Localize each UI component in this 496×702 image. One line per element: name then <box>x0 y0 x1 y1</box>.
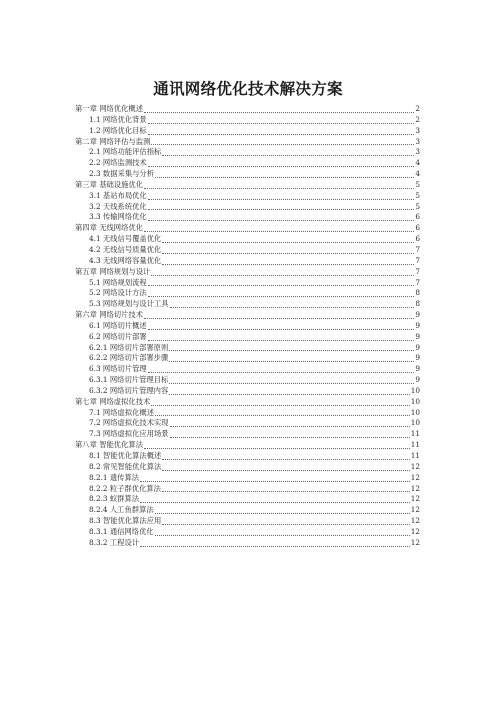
toc-entry[interactable] <box>75 538 420 549</box>
toc-entry-page-number: 8 <box>415 288 420 298</box>
toc-entry-page-number: 7 <box>415 266 420 276</box>
toc-entry-page-number: 12 <box>410 483 420 493</box>
toc-dot-leader <box>148 340 415 341</box>
toc-entry-page-number: 7 <box>415 277 420 287</box>
toc-entry[interactable] <box>75 169 420 180</box>
toc-entry[interactable] <box>75 267 420 278</box>
toc-dot-leader <box>144 448 410 449</box>
toc-entry-label: 第六章 网络切片技术 <box>75 310 143 320</box>
toc-entry-page-number: 4 <box>415 158 420 168</box>
toc-entry-label: 4.3 无线网络容量优化 <box>89 255 162 265</box>
toc-entry[interactable] <box>75 245 420 256</box>
toc-entry-label: 6.2.2 网络切片部署步骤 <box>89 353 169 363</box>
toc-dot-leader <box>144 112 414 113</box>
toc-entry-page-number: 9 <box>415 364 420 374</box>
toc-entry[interactable] <box>75 104 420 115</box>
toc-entry-label: 5.1 网络规划流程 <box>89 277 147 287</box>
toc-entry-page-number: 9 <box>415 375 420 385</box>
toc-entry-label: 第七章 网络虚拟化技术 <box>75 396 151 406</box>
toc-entry-label: 第三章 基础设施优化 <box>75 179 143 189</box>
toc-entry-label: 6.3.1 网络切片管理目标 <box>89 375 169 385</box>
toc-entry-label: 8.1 智能优化算法概述 <box>89 451 162 460</box>
toc-entry[interactable] <box>75 418 420 429</box>
toc-dot-leader <box>148 372 415 373</box>
toc-dot-leader <box>148 199 415 200</box>
toc-entry[interactable] <box>75 288 420 299</box>
toc-dot-leader <box>144 231 414 232</box>
toc-entry[interactable] <box>75 321 420 332</box>
toc-entry[interactable] <box>75 473 420 484</box>
toc-entry-page-number: 10 <box>410 407 420 417</box>
toc-dot-leader <box>169 350 414 351</box>
toc-entry-page-number: 7 <box>415 255 420 265</box>
toc-entry[interactable] <box>75 212 420 223</box>
toc-dot-leader <box>140 481 410 482</box>
toc-entry-page-number: 3 <box>415 136 420 146</box>
toc-dot-leader <box>162 470 409 471</box>
toc-dot-leader <box>162 253 414 254</box>
toc-dot-leader <box>151 275 414 276</box>
toc-entry-page-number: 9 <box>415 342 420 352</box>
toc-dot-leader <box>148 134 415 135</box>
toc-entry[interactable] <box>75 115 420 126</box>
toc-dot-leader <box>144 188 414 189</box>
toc-entry[interactable] <box>75 137 420 148</box>
toc-entry-page-number: 10 <box>410 385 420 395</box>
toc-entry[interactable] <box>75 505 420 516</box>
toc-entry-label: 第五章 网络规划与设计 <box>75 266 151 276</box>
toc-dot-leader <box>148 329 415 330</box>
toc-dot-leader <box>144 318 414 319</box>
toc-entry[interactable] <box>75 234 420 245</box>
toc-dot-leader <box>162 524 409 525</box>
toc-entry[interactable] <box>75 180 420 191</box>
toc-entry-label: 8.3.1 通信网络优化 <box>89 526 154 536</box>
toc-dot-leader <box>162 242 414 243</box>
toc-entry-label: 8.2.4 人工鱼群算法 <box>89 505 154 515</box>
toc-entry-label: 2.1 网络功能评估指标 <box>89 147 162 157</box>
toc-entry[interactable] <box>75 494 420 505</box>
toc-entry-page-number: 5 <box>415 179 420 189</box>
toc-dot-leader <box>155 415 410 416</box>
toc-entry[interactable] <box>75 126 420 137</box>
toc-entry[interactable] <box>75 191 420 202</box>
toc-dot-leader <box>155 513 410 514</box>
toc-entry-label: 第八章 智能优化算法 <box>75 440 143 450</box>
document-title: 通讯网络优化技术解决方案 <box>153 80 343 98</box>
toc-entry-label: 7.3 网络虚拟化应用场景 <box>89 429 169 439</box>
toc-entry[interactable] <box>75 353 420 364</box>
toc-dot-leader <box>140 546 410 547</box>
toc-entry[interactable] <box>75 440 420 451</box>
toc-entry-label: 4.1 无线信号覆盖优化 <box>89 234 162 244</box>
toc-entry-page-number: 11 <box>410 440 420 450</box>
toc-entry[interactable] <box>75 527 420 538</box>
toc-entry-label: 5.3 网络规划与设计工具 <box>89 299 169 309</box>
toc-entry-label: 5.2 网络设计方法 <box>89 288 147 298</box>
toc-entry-page-number: 10 <box>410 418 420 428</box>
toc-entry-label: 4.2 无线信号质量优化 <box>89 244 162 254</box>
toc-entry[interactable] <box>75 462 420 473</box>
toc-entry-page-number: 9 <box>415 320 420 330</box>
toc-entry-page-number: 6 <box>415 212 420 222</box>
toc-dot-leader <box>169 394 409 395</box>
toc-entry-label: 8.3 智能优化算法应用 <box>89 516 162 526</box>
toc-entry-label: 8.2 常见智能优化算法 <box>89 461 162 471</box>
toc-entry-page-number: 4 <box>415 169 420 179</box>
toc-entry-label: 6.3 网络切片管理 <box>89 364 147 374</box>
toc-entry-page-number: 12 <box>410 472 420 482</box>
toc-entry[interactable] <box>75 202 420 213</box>
toc-entry-label: 7.1 网络虚拟化概述 <box>89 407 155 417</box>
toc-dot-leader <box>162 491 410 492</box>
toc-entry-page-number: 12 <box>410 537 420 547</box>
toc-dot-leader <box>155 177 414 178</box>
toc-entry-page-number: 3 <box>415 125 420 135</box>
toc-entry[interactable] <box>75 375 420 386</box>
toc-dot-leader <box>170 437 410 438</box>
toc-dot-leader <box>170 426 410 427</box>
toc-entry-label: 2.3 数据采集与分析 <box>89 169 155 179</box>
toc-entry-label: 第一章 网络优化概述 <box>75 104 143 113</box>
toc-dot-leader <box>148 166 415 167</box>
toc-dot-leader <box>162 155 414 156</box>
toc-dot-leader <box>148 123 415 124</box>
toc-entry[interactable] <box>75 364 420 375</box>
toc-entry[interactable] <box>75 147 420 158</box>
toc-entry-label: 6.1 网络切片概述 <box>89 320 147 330</box>
toc-entry-label: 3.2 天线系统优化 <box>89 201 147 211</box>
toc-entry-label: 3.3 传输网络优化 <box>89 212 147 222</box>
toc-entry-label: 第四章 无线网络优化 <box>75 223 143 233</box>
toc-dot-leader <box>162 264 414 265</box>
toc-entry-label: 3.1 基站布局优化 <box>89 190 147 200</box>
toc-entry-page-number: 12 <box>410 461 420 471</box>
toc-entry[interactable] <box>75 516 420 527</box>
toc-entry[interactable] <box>75 299 420 310</box>
toc-entry-page-number: 10 <box>410 396 420 406</box>
toc-entry-page-number: 12 <box>410 505 420 515</box>
toc-entry-label: 8.2.3 蚁群算法 <box>89 494 140 504</box>
toc-entry-page-number: 2 <box>415 114 420 124</box>
toc-entry-label: 8.2.1 遗传算法 <box>89 472 140 482</box>
toc-dot-leader <box>148 220 415 221</box>
toc-entry-page-number: 8 <box>415 299 420 309</box>
toc-entry-label: 6.2.1 网络切片部署原则 <box>89 342 169 352</box>
toc-entry[interactable] <box>75 332 420 343</box>
toc-dot-leader <box>155 535 410 536</box>
toc-entry[interactable] <box>75 397 420 408</box>
toc-entry[interactable] <box>75 429 420 440</box>
toc-dot-leader <box>162 459 409 460</box>
toc-dot-leader <box>148 209 415 210</box>
toc-entry[interactable] <box>75 484 420 495</box>
toc-entry[interactable] <box>75 158 420 169</box>
toc-entry-page-number: 11 <box>410 429 420 439</box>
toc-dot-leader <box>151 405 409 406</box>
toc-entry-page-number: 11 <box>410 451 420 460</box>
toc-entry-page-number: 12 <box>410 516 420 526</box>
toc-entry[interactable] <box>75 223 420 234</box>
toc-entry-page-number: 12 <box>410 526 420 536</box>
toc-entry-label: 1.2 网络优化目标 <box>89 125 147 135</box>
toc-entry-page-number: 12 <box>410 494 420 504</box>
toc-entry[interactable] <box>75 310 420 321</box>
toc-dot-leader <box>169 383 414 384</box>
toc-entry-label: 6.2 网络切片部署 <box>89 331 147 341</box>
toc-entry-label: 8.3.2 工程设计 <box>89 537 140 547</box>
toc-entry-page-number: 3 <box>415 147 420 157</box>
toc-dot-leader <box>151 144 414 145</box>
toc-dot-leader <box>148 285 415 286</box>
toc-entry-page-number: 7 <box>415 244 420 254</box>
toc-entry-page-number: 9 <box>415 353 420 363</box>
toc-dot-leader <box>148 296 415 297</box>
table-of-contents <box>75 104 420 549</box>
toc-dot-leader <box>140 502 410 503</box>
toc-entry-page-number: 2 <box>415 104 420 113</box>
toc-entry-label: 8.2.2 粒子群优化算法 <box>89 483 161 493</box>
toc-entry[interactable] <box>75 408 420 419</box>
toc-entry-label: 2.2 网络监测技术 <box>89 158 147 168</box>
toc-entry-label: 6.3.2 网络切片管理内容 <box>89 385 169 395</box>
toc-entry-page-number: 6 <box>415 223 420 233</box>
toc-entry[interactable] <box>75 386 420 397</box>
toc-entry-page-number: 5 <box>415 190 420 200</box>
toc-entry-label: 1.1 网络优化背景 <box>89 114 147 124</box>
toc-entry-label: 7.2 网络虚拟化技术实现 <box>89 418 169 428</box>
toc-entry[interactable] <box>75 451 420 462</box>
toc-dot-leader <box>169 361 414 362</box>
toc-entry-page-number: 9 <box>415 331 420 341</box>
toc-entry-page-number: 9 <box>415 310 420 320</box>
toc-entry-page-number: 5 <box>415 201 420 211</box>
toc-dot-leader <box>170 307 415 308</box>
toc-entry-label: 第二章 网络评估与监测 <box>75 136 151 146</box>
toc-entry[interactable] <box>75 278 420 289</box>
toc-entry[interactable] <box>75 343 420 354</box>
toc-entry-page-number: 6 <box>415 234 420 244</box>
toc-entry[interactable] <box>75 256 420 267</box>
